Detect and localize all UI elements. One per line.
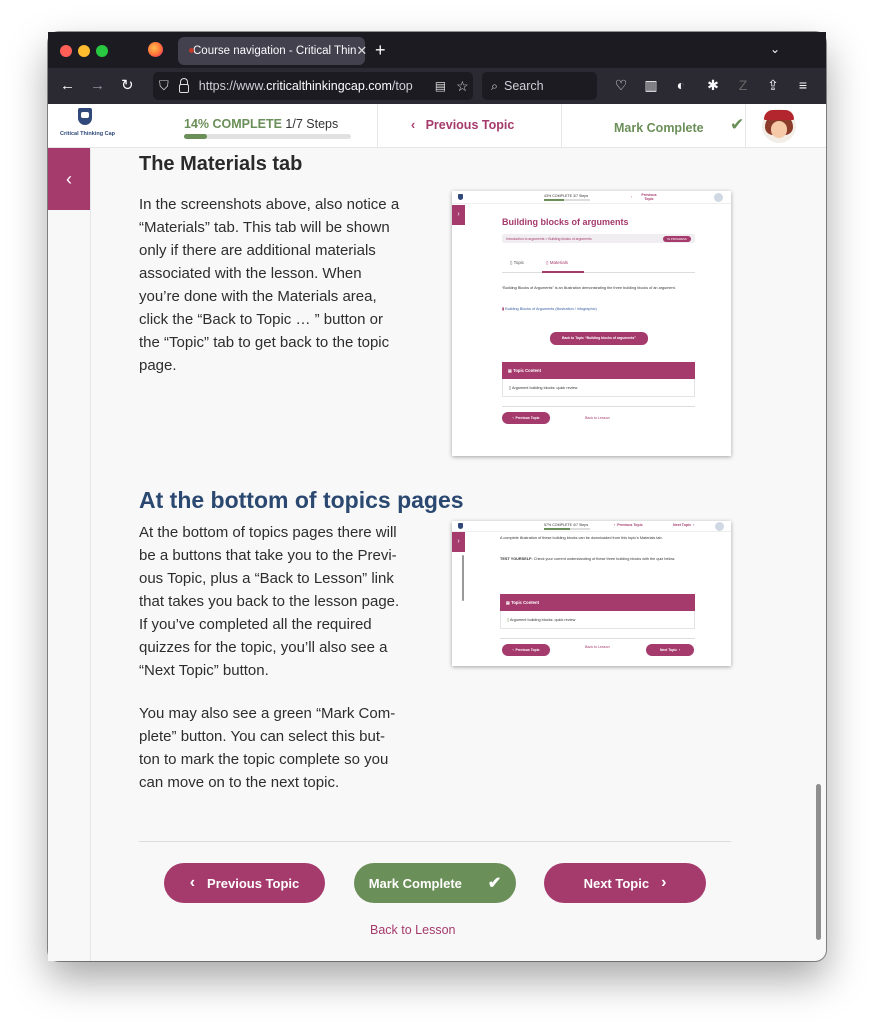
back-to-lesson-link[interactable]: Back to Lesson (370, 923, 456, 937)
text-line: the “Topic” tab to get back to the topic (139, 334, 390, 351)
url-bar[interactable] (153, 72, 473, 100)
progress-steps: 1/7 Steps (285, 117, 339, 131)
header-mark-complete-button[interactable]: Mark Complete (614, 121, 704, 135)
divider (745, 104, 746, 148)
header-previous-topic-link[interactable] (411, 118, 514, 132)
sidebar-toggle-button[interactable] (48, 148, 90, 210)
divider (139, 841, 731, 842)
url-rest: /top (391, 79, 413, 93)
extension-icon[interactable]: ✱ (707, 77, 719, 93)
pocket-icon[interactable]: ♡ (614, 77, 628, 93)
mini-quiz-item: ▯ Argument building blocks: quick review (500, 611, 695, 629)
mini-tab-materials: ▯ Materials (546, 260, 568, 265)
tab-bar (48, 32, 826, 68)
url-prefix: https://www. (198, 79, 267, 93)
minimize-window-button[interactable] (78, 45, 90, 57)
mini-back-lesson: Back to Lesson (585, 416, 610, 420)
text-line: associated with the lesson. When (139, 265, 362, 282)
mini-tab-topic: ▯ Topic (510, 260, 525, 265)
mini-prev: Previous Topic (641, 193, 657, 201)
mini-topic-content: ▤ Topic Content (502, 362, 695, 379)
zotero-icon[interactable]: Z (738, 77, 748, 93)
divider (377, 104, 378, 148)
shield-icon[interactable]: ⛉ (159, 78, 169, 93)
mini-title: Building blocks of arguments (502, 217, 629, 227)
mini-desc: “Building Blocks of Arguments” is an illustration demonstrating the three building blocks of an argument. (502, 286, 676, 290)
text-line: “Next Topic” button. (139, 662, 269, 679)
progress-label (184, 117, 338, 131)
crest-icon (78, 108, 92, 125)
text-line: ous Topic, plus a “Back to Lesson” link (139, 570, 394, 587)
mini-test: TEST YOURSELF: Check your current understanding of these three building blocks with the quiz below. (500, 557, 676, 561)
mini-prev-button: ‹ Previous Topic (502, 412, 550, 424)
mini-quiz-item: ▯ Argument building blocks: quick review (502, 379, 695, 397)
bottom-paragraph-1 (139, 521, 399, 682)
tab-title: Course navigation - Critical Thin (193, 45, 357, 57)
url-text[interactable] (199, 79, 429, 93)
tab-list-chevron-icon[interactable]: ⌄ (769, 42, 780, 56)
text-line: In the screenshots above, also notice a (139, 196, 400, 213)
chevron-left-icon: ‹ (189, 874, 196, 891)
bottom-topics-heading: At the bottom of topics pages (139, 487, 464, 513)
mini-status: IN PROGRESS (663, 236, 691, 242)
text-line: click the “Back to Topic … ” button or (139, 311, 383, 328)
text-line: be a buttons that take you to the Previ- (139, 547, 397, 564)
text-line: You may also see a green “Mark Com- (139, 705, 396, 722)
forward-arrow-icon[interactable]: → (90, 77, 105, 94)
lock-icon[interactable] (179, 84, 189, 93)
text-line: plete” button. You can select this but- (139, 728, 385, 745)
progress-fill (184, 134, 207, 139)
text-line: can move on to the next topic. (139, 774, 340, 791)
text-line: “Materials” tab. This tab will be shown (139, 219, 390, 236)
chevron-right-icon: › (661, 874, 667, 891)
checkmark-icon: ✔ (487, 875, 502, 892)
text-line: page. (139, 357, 177, 374)
maximize-window-button[interactable] (96, 45, 108, 57)
mini-header: 43% COMPLETE 3/7 Steps ‹ Previous Topic (452, 191, 731, 204)
mini-prev: ‹ Previous Topic (614, 523, 643, 527)
divider (561, 104, 562, 148)
firefox-icon (148, 42, 163, 57)
logo-text: Critical Thinking Cap (60, 131, 116, 137)
mini-topic-content: ▤ Topic Content (500, 594, 695, 611)
bookmark-star-icon[interactable]: ☆ (456, 77, 469, 94)
mini-breadcrumb: Introduction to arguments > Building blocks of arguments (506, 236, 592, 241)
reader-view-icon[interactable]: ▤ (434, 79, 447, 93)
mini-back-lesson: Back to Lesson (585, 645, 610, 649)
materials-paragraph (139, 193, 399, 377)
url-domain: criticalthinkingcap.com (266, 79, 392, 93)
text-line: only if there are additional materials (139, 242, 376, 259)
sidebar-border (90, 149, 91, 961)
extension-moon-icon[interactable]: ◐ (676, 77, 686, 93)
text-line: If you’ve completed all the required (139, 616, 372, 633)
next-topic-button[interactable] (544, 863, 706, 903)
bottom-nav-screenshot: 57% COMPLETE 4/7 Steps ‹ Previous Topic Next Topic › › A complete illustration of these building blocks can be downloaded from this topic’s Materials tab. TEST YOURSELF: Check your current understanding of these three building blocks with the quiz below. ▤ Topic Content ▯ Argument building blocks: quick review ‹ Previous Topic Back to Lesson Next Topic › (452, 521, 731, 666)
previous-topic-button[interactable] (164, 863, 325, 903)
close-window-button[interactable] (60, 45, 72, 57)
text-line: ton to mark the topic complete so you (139, 751, 389, 768)
browser-tab[interactable] (178, 37, 368, 65)
header-previous-topic-label: Previous Topic (425, 118, 515, 132)
text-line: At the bottom of topics pages there will (139, 524, 397, 541)
search-box[interactable] (482, 72, 597, 100)
site-logo[interactable] (60, 108, 116, 137)
checkmark-icon: ✔ (730, 115, 745, 134)
chevron-left-icon: ‹ (66, 169, 72, 189)
user-avatar[interactable] (762, 109, 796, 143)
search-icon: ⌕ (491, 78, 499, 93)
previous-topic-label: Previous Topic (207, 875, 300, 891)
mark-complete-label: Mark Complete (368, 875, 462, 891)
back-arrow-icon[interactable]: ← (60, 77, 75, 94)
close-tab-icon[interactable]: ✕ (356, 43, 368, 58)
progress-percent: 14% COMPLETE (184, 117, 282, 131)
page-scrollbar[interactable] (816, 784, 821, 940)
chevron-left-icon: ‹ (411, 118, 426, 132)
bottom-paragraph-2 (139, 702, 395, 794)
mini-progress: 57% COMPLETE 4/7 Steps (544, 523, 589, 527)
mini-link: ▮ Building Blocks of Arguments (illustration / infographic) (502, 307, 597, 311)
text-line: you’re done with the Materials area, (139, 288, 377, 305)
materials-tab-heading: The Materials tab (139, 153, 303, 175)
mini-desc: A complete illustration of these building blocks can be downloaded from this topic’s Materials tab. (500, 536, 663, 540)
reload-icon[interactable]: ↻ (121, 77, 134, 94)
nav-toolbar (48, 68, 826, 104)
menu-icon[interactable]: ≡ (798, 77, 808, 93)
mark-complete-button[interactable] (354, 863, 516, 903)
progress-bar (184, 134, 351, 139)
mini-back-topic-button: Back to Topic “Building blocks of arguments” (550, 332, 648, 345)
search-placeholder: Search (504, 79, 544, 93)
mini-progress: 43% COMPLETE 3/7 Steps (544, 194, 589, 198)
text-line: that takes you back to the lesson page. (139, 593, 400, 610)
course-header (48, 104, 826, 148)
mini-next-button: Next Topic › (646, 644, 694, 656)
next-topic-label: Next Topic (583, 875, 650, 891)
text-line: quizzes for the topic, you’ll also see a (139, 639, 388, 656)
mini-prev-button: ‹ Previous Topic (502, 644, 550, 656)
browser-window (48, 32, 826, 961)
materials-tab-screenshot: 43% COMPLETE 3/7 Steps ‹ Previous Topic › Building blocks of arguments Introduction to arguments > Building blocks of arguments IN PROGRESS ▯ Topic ▯ Materials “Building Blocks of Arguments” is an illustration demonstrating the three building blocks of an argument. ▮ Building Blocks of Arguments (illustration / infographic) Back to Topic “Building blocks of arguments” ▤ Topic Content ▯ Argument building blocks: quick review ‹ Previous Topic Back to Lesson (452, 191, 731, 456)
library-icon[interactable]: ▥ (644, 77, 658, 93)
mini-next: Next Topic › (673, 523, 695, 527)
share-icon[interactable]: ⇪ (767, 77, 779, 93)
new-tab-icon[interactable]: + (375, 40, 386, 60)
